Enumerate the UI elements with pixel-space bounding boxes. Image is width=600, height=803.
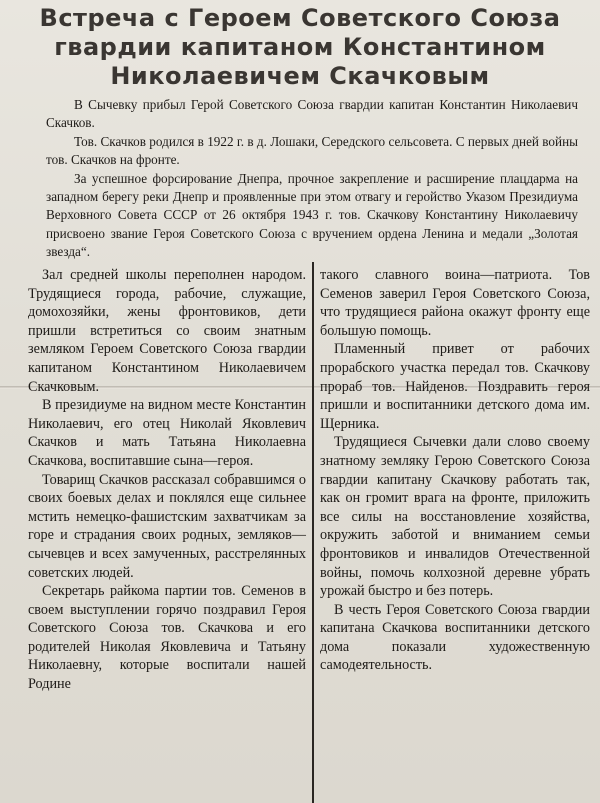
article-paragraph: такого славного воина—патриота. Тов Семенов заверил Героя Советского Союза, что трудящиеся района окажут фронту еще большую помощь. [320, 267, 590, 339]
left-column [28, 266, 306, 694]
article-paragraph: Товарищ Скачков рассказал собравшимся о своих боевых делах и поклялся еще сильнее мстить немецко-фашистским захватчикам за горе и страдания своих родных, земляков—сычевцев и всех замученных, расстрелянных советских людей. [28, 471, 306, 581]
headline-line-2: гвардии капитаном Константином [54, 33, 546, 61]
intro-section [46, 96, 578, 262]
column-rule [312, 262, 314, 803]
headline-line-3: Николаевичем Скачковым [110, 62, 490, 90]
article-paragraph: В честь Героя Советского Союза гвардии капитана Скачкова воспитанники детского дома показали художественную самодеятельность. [320, 601, 590, 674]
article-paragraph: В президиуме на видном месте Константин Николаевич, его отец Николай Яковлевич Скачков и мать Татьяна Николаевна Скачкова, воспитавшие сына—героя. [28, 397, 306, 469]
article-paragraph: Трудящиеся Сычевки дали слово своему знатному земляку Герою Советского Союза гвардии капитану Скачкову работать так, как он громит врага на фронте, приложить все силы на восстановление хозяйства, окружить заботой и вниманием семьи фронтовиков и инвалидов Отечественной войны, помочь колхозной деревне убрать урожай быстро и без потерь. [320, 434, 590, 600]
headline [20, 4, 580, 91]
right-column [320, 266, 590, 675]
article-paragraph: Секретарь райкома партии тов. Семенов в своем выступлении горячо поздравил Героя Советского Союза тов. Скачкова и его родителей Николая Яковлевича и Татьяну Николаевну, которые воспитали нашей Родине [28, 583, 306, 693]
article-paragraph: Зал средней школы переполнен народом. Трудящиеся города, рабочие, служащие, домохозяйки, жены фронтовиков, дети пришли встретиться со своим знатным земляком Героем Советского Союза гвардии капитаном Константином Николаевичем Скачковым. [28, 267, 306, 395]
intro-paragraph: В Сычевку прибыл Герой Советского Союза гвардии капитан Константин Николаевич Скачков. [46, 97, 578, 131]
article-paragraph: Пламенный привет от рабочих прорабского участка передал тов. Скачкову прораб тов. Найденов. Поздравить героя пришли и воспитанники детского дома им. Щерника. [320, 341, 590, 432]
headline-line-1: Встреча с Героем Советского Союза [39, 4, 561, 32]
intro-paragraph: Тов. Скачков родился в 1922 г. в д. Лошаки, Середского сельсовета. С первых дней войны тов. Скачков на фронте. [46, 133, 578, 168]
intro-paragraph: За успешное форсирование Днепра, прочное закрепление и расширение плацдарма на западном берегу реки Днепр и проявленные при этом отвагу и геройство Указом Президиума Верховного Совета СССР от 26 октября 1943 г. тов. Скачкову Константину Николаевичу присвоено звание Героя Советского Союза с вручением ордена Ленина и медали „Золотая звезда“. [46, 170, 578, 260]
